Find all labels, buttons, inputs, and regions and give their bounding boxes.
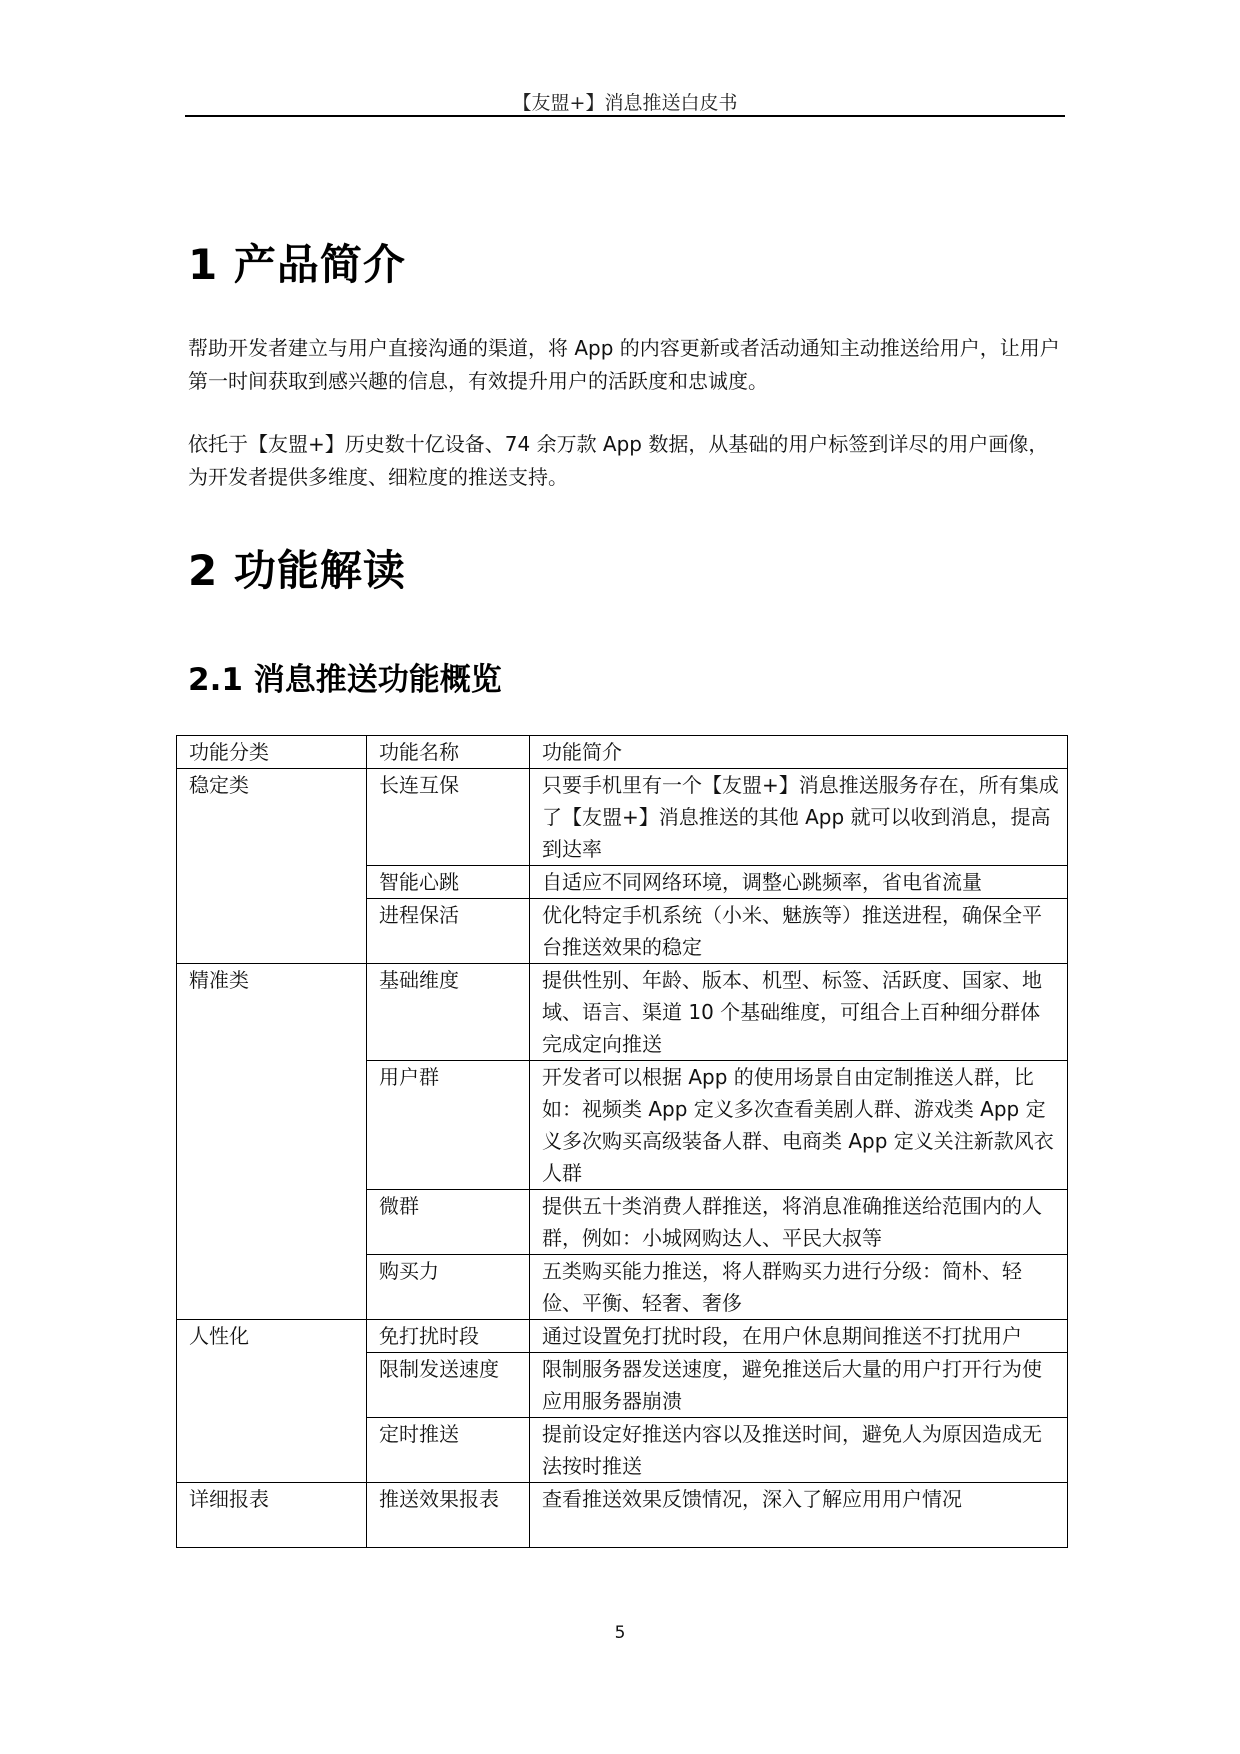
- feature-name-cell: 限制发送速度: [367, 1353, 530, 1418]
- column-header-name: 功能名称: [367, 736, 530, 769]
- table-header-row: [177, 736, 1068, 769]
- feature-description-cell: 限制服务器发送速度，避免推送后大量的用户打开行为使应用服务器崩溃: [530, 1353, 1068, 1418]
- feature-description-cell: 提前设定好推送内容以及推送时间，避免人为原因造成无法按时推送: [530, 1418, 1068, 1483]
- feature-description-cell: 查看推送效果反馈情况，深入了解应用用户情况: [530, 1483, 1068, 1548]
- header-divider: [185, 115, 1065, 117]
- feature-name-cell: 长连互保: [367, 769, 530, 866]
- feature-description-cell: 通过设置免打扰时段，在用户休息期间推送不打扰用户: [530, 1320, 1068, 1353]
- feature-name-cell: 用户群: [367, 1061, 530, 1190]
- table-row: [177, 1320, 1068, 1353]
- feature-description-cell: 只要手机里有一个【友盟+】消息推送服务存在，所有集成了【友盟+】消息推送的其他 App 就可以收到消息，提高到达率: [530, 769, 1068, 866]
- section-heading-features: 2 功能解读: [188, 546, 406, 595]
- feature-description-cell: 自适应不同网络环境，调整心跳频率，省电省流量: [530, 866, 1068, 899]
- category-cell: 人性化: [177, 1320, 367, 1483]
- feature-description-cell: 提供五十类消费人群推送，将消息准确推送给范围内的人群，例如：小城网购达人、平民大叔等: [530, 1190, 1068, 1255]
- feature-name-cell: 推送效果报表: [367, 1483, 530, 1548]
- feature-description-cell: 提供性别、年龄、版本、机型、标签、活跃度、国家、地域、语言、渠道 10 个基础维度，可组合上百种细分群体完成定向推送: [530, 964, 1068, 1061]
- section-heading-product-intro: 1 产品简介: [188, 240, 406, 289]
- category-cell: 详细报表: [177, 1483, 367, 1548]
- intro-paragraph-1: 帮助开发者建立与用户直接沟通的渠道，将 App 的内容更新或者活动通知主动推送给用户，让用户第一时间获取到感兴趣的信息，有效提升用户的活跃度和忠诚度。: [188, 336, 1060, 393]
- feature-description-cell: 开发者可以根据 App 的使用场景自由定制推送人群，比如：视频类 App 定义多次查看美剧人群、游戏类 App 定义多次购买高级装备人群、电商类 App 定义关注新款风衣人群: [530, 1061, 1068, 1190]
- feature-name-cell: 进程保活: [367, 899, 530, 964]
- page-number: 5: [614, 1623, 626, 1643]
- feature-description-cell: 五类购买能力推送，将人群购买力进行分级：简朴、轻俭、平衡、轻奢、奢侈: [530, 1255, 1068, 1320]
- table-row: [177, 964, 1068, 1061]
- column-header-description: 功能简介: [530, 736, 1068, 769]
- feature-name-cell: 基础维度: [367, 964, 530, 1061]
- subsection-heading-overview: 2.1 消息推送功能概览: [188, 662, 502, 698]
- category-cell: 精准类: [177, 964, 367, 1320]
- feature-name-cell: 购买力: [367, 1255, 530, 1320]
- category-cell: 稳定类: [177, 769, 367, 964]
- intro-paragraph-2: 依托于【友盟+】历史数十亿设备、74 余万款 App 数据，从基础的用户标签到详尽的用户画像，为开发者提供多维度、细粒度的推送支持。: [188, 432, 1049, 489]
- running-header-title: 【友盟+】消息推送白皮书: [512, 92, 738, 114]
- table-row: [177, 1483, 1068, 1548]
- feature-description-cell: 优化特定手机系统（小米、魅族等）推送进程，确保全平台推送效果的稳定: [530, 899, 1068, 964]
- feature-name-cell: 微群: [367, 1190, 530, 1255]
- feature-overview-table: [176, 735, 1068, 1548]
- feature-name-cell: 免打扰时段: [367, 1320, 530, 1353]
- table-row: [177, 769, 1068, 866]
- feature-name-cell: 定时推送: [367, 1418, 530, 1483]
- column-header-category: 功能分类: [177, 736, 367, 769]
- feature-name-cell: 智能心跳: [367, 866, 530, 899]
